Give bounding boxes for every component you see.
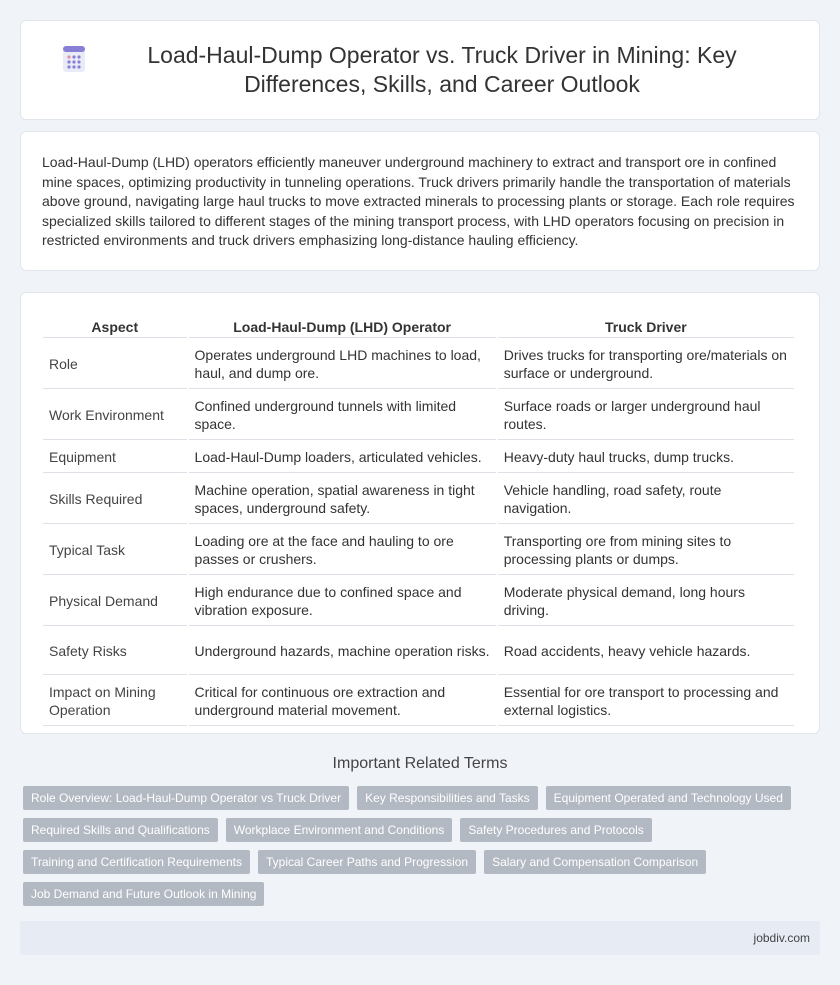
table-row	[43, 526, 794, 575]
table-header-row	[43, 316, 794, 338]
related-term-tag[interactable]: Required Skills and Qualifications	[23, 818, 218, 842]
table-row	[43, 340, 794, 389]
comparison-table	[41, 314, 796, 728]
related-term-tag[interactable]: Typical Career Paths and Progression	[258, 850, 476, 874]
aspect-cell: Role	[43, 340, 187, 389]
comparison-table-card	[20, 292, 820, 734]
header-aspect: Aspect	[43, 316, 187, 338]
page-title: Load-Haul-Dump Operator vs. Truck Driver in Mining: Key Differences, Skills, and Career Outlook	[147, 42, 737, 97]
footer-site-link[interactable]: jobdiv.com	[753, 931, 810, 945]
truck-cell: Vehicle handling, road safety, route navigation.	[498, 475, 794, 524]
lhd-cell: Load-Haul-Dump loaders, articulated vehicles.	[189, 442, 496, 473]
intro-paragraph: Load-Haul-Dump (LHD) operators efficiently maneuver underground machinery to extract and transport ore in confined mine spaces, optimizing productivity in tunneling operations. Truck drivers primarily handle the transportation of materials above ground, navigating large haul trucks to move extracted minerals to processing plants or storage. Each role requires specialized skills tailored to different stages of the mining transport process, with LHD operators focusing on precision in restricted environments and truck drivers emphasizing long-distance hauling efficiency.	[42, 154, 795, 249]
related-term-tag[interactable]: Training and Certification Requirements	[23, 850, 250, 874]
related-term-tag[interactable]: Workplace Environment and Conditions	[226, 818, 453, 842]
table-row	[43, 475, 794, 524]
aspect-cell: Typical Task	[43, 526, 187, 575]
related-term-tag[interactable]: Job Demand and Future Outlook in Mining	[23, 882, 264, 906]
related-terms-list	[23, 786, 803, 906]
aspect-cell: Impact on Mining Operation	[43, 677, 187, 726]
lhd-cell: Machine operation, spatial awareness in tight spaces, underground safety.	[189, 475, 496, 524]
table-row	[43, 391, 794, 440]
aspect-cell: Skills Required	[43, 475, 187, 524]
lhd-cell: Loading ore at the face and hauling to ore passes or crushers.	[189, 526, 496, 575]
aspect-cell: Safety Risks	[43, 628, 187, 675]
intro-card	[20, 131, 820, 271]
truck-cell: Road accidents, heavy vehicle hazards.	[498, 628, 794, 675]
related-term-tag[interactable]: Key Responsibilities and Tasks	[357, 786, 538, 810]
related-term-tag[interactable]: Equipment Operated and Technology Used	[546, 786, 791, 810]
truck-cell: Moderate physical demand, long hours driving.	[498, 577, 794, 626]
truck-cell: Heavy-duty haul trucks, dump trucks.	[498, 442, 794, 473]
truck-cell: Transporting ore from mining sites to processing plants or dumps.	[498, 526, 794, 575]
related-terms-title: Important Related Terms	[332, 755, 508, 772]
related-term-tag[interactable]: Safety Procedures and Protocols	[460, 818, 651, 842]
related-term-tag[interactable]: Salary and Compensation Comparison	[484, 850, 706, 874]
table-row	[43, 677, 794, 726]
truck-cell: Essential for ore transport to processing and external logistics.	[498, 677, 794, 726]
aspect-cell: Work Environment	[43, 391, 187, 440]
footer	[20, 921, 820, 955]
lhd-cell: Critical for continuous ore extraction and underground material movement.	[189, 677, 496, 726]
table-row	[43, 577, 794, 626]
table-row	[43, 442, 794, 473]
header-truck-driver: Truck Driver	[498, 316, 794, 338]
table-row	[43, 628, 794, 675]
related-term-tag[interactable]: Role Overview: Load-Haul-Dump Operator vs Truck Driver	[23, 786, 349, 810]
aspect-cell: Physical Demand	[43, 577, 187, 626]
lhd-cell: Underground hazards, machine operation risks.	[189, 628, 496, 675]
aspect-cell: Equipment	[43, 442, 187, 473]
header-lhd-operator: Load-Haul-Dump (LHD) Operator	[189, 316, 496, 338]
truck-cell: Drives trucks for transporting ore/materials on surface or underground.	[498, 340, 794, 389]
lhd-cell: High endurance due to confined space and vibration exposure.	[189, 577, 496, 626]
lhd-cell: Operates underground LHD machines to load, haul, and dump ore.	[189, 340, 496, 389]
truck-cell: Surface roads or larger underground haul routes.	[498, 391, 794, 440]
lhd-cell: Confined underground tunnels with limited space.	[189, 391, 496, 440]
document-list-icon	[61, 45, 87, 73]
header-card	[20, 20, 820, 120]
